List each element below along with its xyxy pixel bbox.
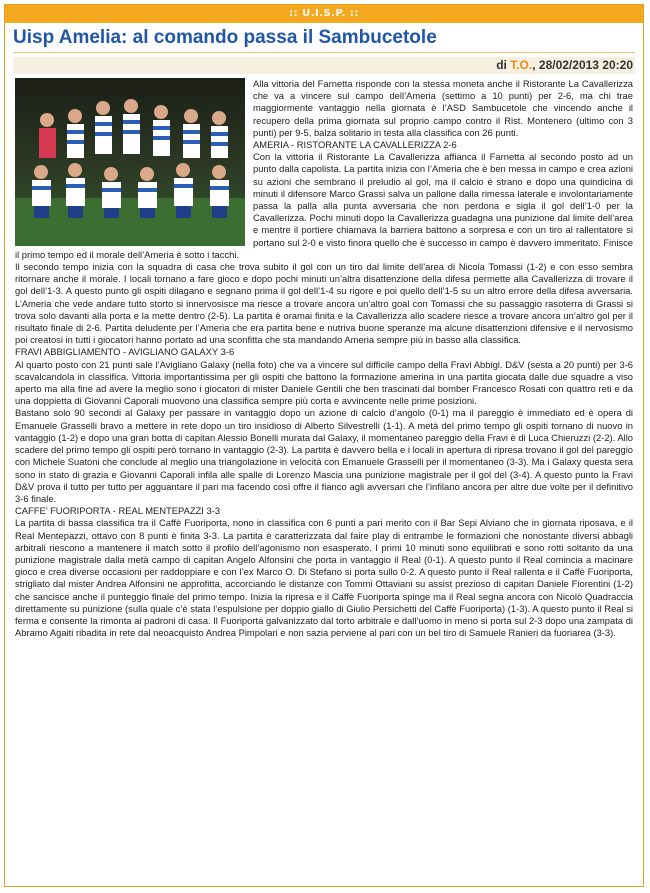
section-header: :: U.I.S.P. ::: [5, 5, 643, 23]
team-photo: [15, 78, 245, 246]
paragraph-intro: Alla vittoria del Farnetta risponde con la stessa moneta anche il Ristorante La Cavallerizza che va a vincere sul campo dell’Ameria (settimo a 10 punti) per 2-6, ma chi trae maggiormente vantaggio nella giornata è l’ASD Sambucetole che vincendo anche il recupero della prima giornata sul proprio campo contro il Rist. Montenero (ultimo con 3 punti) per 9-5, balza solitario in testa alla classifica con 26 punti.: [253, 78, 633, 138]
paragraph-match-2b: Bastano solo 90 secondi al Galaxy per passare in vantaggio dopo un azione di calcio d’angolo (0-1) ma il pareggio è immediato ed è opera di Emanuele Grasselli bravo a mettere in rete dopo un tiro insidioso di Alberto Silvestrelli (1-1). A metà del primo tempo gli ospiti tornano di nuovo in vantaggio (1-2) e dopo una gran botta di capitan Alessio Bonelli murata dal Galaxy, il momentaneo pareggio della Fravi è di Luca Chieruzzi (2-2). Allo scadere del primo tempo gli ospiti però tornano in vantaggio (2-3). La partita è davvero bella e i locali in apertura di ripresa trovano il gol del pareggio con Michele Suatoni che conclude al meglio una triangolazione in velocità con Emanuele Grasselli per il momentaneo (3-3). Ma i Galaxy questa sera sono in stato di grazia e Giovanni Caporali infila alle spalle di Lorenzo Mascia una punizione magistrale per il gol del (3-4). A questo punto la Fravi D&V prova il tutto per tutto per agguantare il pari ma facendo così offre il fianco agli avversari che l’infilano ancora per altre due volte per il definitivo 3-6 finale.: [15, 407, 633, 504]
author-link[interactable]: T.O.: [510, 58, 533, 72]
paragraph-match-3: La partita di bassa classifica tra il Caffè Fuoriporta, nono in classifica con 6 punti a pari merito con il Bar Sepi Alviano che in giornata riposava, e il Real Mentepazzi, ottavo con 8 punti è finita 3-3. La partita è caratterizzata dal faire play di entrambe le formazioni che nonostante diversi abbagli arbitrali riescono a mantenere il match sotto il profilo dell’agonismo non esasperato. I primi 10 minuti sono equilibrati e sono rotti soltanto da una punizione magistrale dalla metà campo di capitan Angelo Alfonsini che porta in vantaggio il Real (0-1). A questo punto il Real comincia a macinare gioco e crea diverse occasioni per raddoppiare e con l’ex Marco O. Di Stefano si porta sullo 0-2. A questo punto il Real rallenta e il Caffè Fuoriporta, strigliato dal mister Andrea Alfonsini ne approfitta, accorciando le distanze con Tommi Ottaviani su assist prezioso di capitan Daniele Fiorentini (1-2) che sancisce anche il punteggio finale del primo tempo. Inizia la ripresa e il Caffè Fuoriporta spinge ma il Real segna ancora con Nicolò Quadraccia direttamente su punizione (sulla quale c’è stata l’espulsione per doppio giallo di Giulio Persichetti del Caffè Fuoriporta) (1-3). A questo punto il Real si ferma e consente la rimonta ai padroni di casa. Il Fuoriporta galvanizzato dal torto arbitrale e dall’uomo in meno si porta sul 2-3 dopo una zampata di Abramo Agaiti ribadita in rete dal neoacquisto Andrea Pimpolari e non sazia perviene al pari con un bel tiro di Samuele Ranieri da fuoriarea (3-3).: [15, 517, 633, 639]
paragraph-match-2a: Al quarto posto con 21 punti sale l’Avigliano Galaxy (nella foto) che va a vincere sul difficile campo della Fravi Abbigl. D&V (sesta a 20 punti) per 3-6 scavalcandola in classifica. Vittoria importantissima per gli ospiti che battono la formazione amerina in una partita giocata dalle due squadre a viso aperto ma alla fine ad avere la meglio sono i giocatori di mister Daniele Gentili che ben trascinati dal bomber Francesco Rosati con quattro reti e da una doppietta di Giovanni Caporali muovono una classifica sempre più corta e avvincente nelle prime posizioni.: [15, 358, 633, 407]
article-container: [4, 4, 644, 887]
article-meta: di T.O., 28/02/2013 20:20: [13, 57, 635, 74]
match-heading-2: FRAVI ABBIGLIAMENTO - AVIGLIANO GALAXY 3-6: [15, 346, 235, 358]
article-date: 28/02/2013 20:20: [538, 58, 633, 72]
match-heading-1: AMERIA - RISTORANTE LA CAVALLERIZZA 2-6: [253, 139, 457, 151]
article-body: [15, 78, 633, 639]
article-title[interactable]: Uisp Amelia: al comando passa il Sambucetole: [13, 27, 635, 53]
match-heading-3: CAFFE’ FUORIPORTA - REAL MENTEPAZZI 3-3: [15, 505, 221, 517]
paragraph-match-1b: Il secondo tempo inizia con la squadra di casa che trova subito il gol con un tiro dal limite dell’area di Nicola Tomassi (1-2) e con esso sembra ritornare anche il morale. I locali tornano a fare gioco e dopo pochi minuti un’altra disattenzione della difesa permette alla Cavallerizza di trovare il gol dell’1-3. A questo punto gli ospiti dilagano e segnano prima il gol dell’1-4 su rigore e poi quello dell’1-5 su un altro errore della difesa avversaria. L’Ameria che vede andare tutto storto si innervosisce ma riesce a trovare ancora un’altro goal con Tomassi che su passaggio rasoterra di Grassi si trova solo davanti alla porta e la mette dentro (2-5). La partita è oramai finita e la Cavallerizza allo scadere riesce a trovare ancora un’altro gol per il risultato finale di 2-6. Partita deludente per l’Ameria che era partita bene e nutriva buone speranze ma alcune disattenzioni difensive e il nervosismo poi creatosi in tutti i giocatori hanno portato ad una sconfitta che sta mandando Ameria sempre più in basso alla classifica.: [15, 261, 633, 346]
paragraph-match-1a: Con la vittoria il Ristorante La Cavallerizza affianca il Farnetta al secondo posto ad un punto dalla capolista. La partita inizia con l’Ameria che è ben messa in campo e crea azioni su azioni che sembrano il preludio al gol, ma il calcio è strano e dopo una quindicina di minuti il difensore Marco Grassi salva un pallone dalla rimessa laterale e involontariamente passa la palla alla punta avversaria che non perdona e sigla il gol dell’1-0 per la Cavallerizza. Pochi minuti dopo la Cavallerizza guadagna una punizione dal limite dell’area e mentre il portiere chiamava la barriera battono a sorpresa e con un tiro al rallentatore si portano sul 2-0 e visto finora quello che è successo in campo è davvero immeritato. Finisce il primo tempo ed il morale dell’Ameria è sotto i tacchi.: [15, 151, 633, 260]
byline-prefix: di: [496, 58, 507, 72]
